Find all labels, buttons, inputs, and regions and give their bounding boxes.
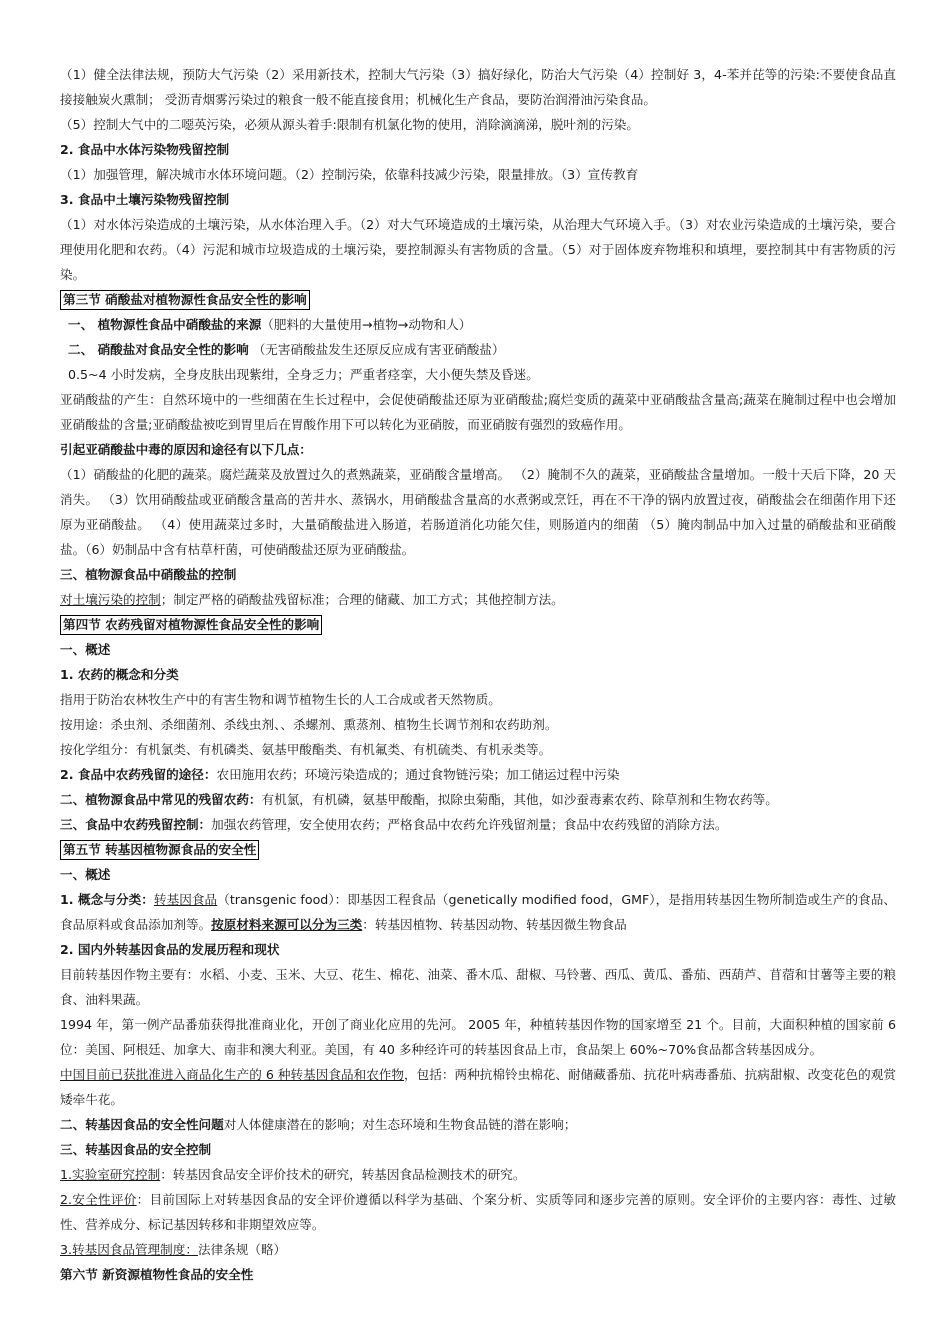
section-6-title: 第六节 新资源植物性食品的安全性 [60,1267,254,1282]
nitrate-control-rest: ；制定严格的硝酸盐残留标准；合理的储藏、加工方式；其他控制方法。 [160,592,564,607]
gm-china [60,1062,896,1112]
nitrate-source [60,312,896,337]
nitrate-effect [60,337,896,362]
gm-evaluation-text: ：目前国际上对转基因食品的安全评价遵循以科学为基础、个案分析、实质等同和逐步完善的原则。安全评价的主要内容：毒性、过敏性、营养成分、标记基因转移和非期望效应等。 [60,1192,896,1232]
heading-water-pollution: 2. 食品中水体污染物残留控制 [60,142,230,157]
pesticide-residue-path [60,762,896,787]
water-pollution-measures: （1）加强管理，解决城市水体环境问题。（2）控制污染，依靠科技减少污染，限量排放。（3）宣传教育 [60,167,639,182]
gm-management-label: 3.转基因食品管理制度： [60,1242,198,1257]
pesticide-by-chemistry: 按化学组分：有机氯类、有机磷类、氨基甲酸酯类、有机氟类、有机硫类、有机汞类等。 [60,742,552,757]
soil-pollution-measures: （1）对水体污染造成的土壤污染，从水体治理入手。（2）对大气环境造成的土壤污染，从治理大气环境入手。（3）对农业污染造成的土壤污染，要合理使用化肥和农药。（4）污泥和城市垃圾造成的土壤污染，要控制源头有害物质的含量。（5）对于固体废弃物堆积和填埋，要控制其中有害物质的污染。 [60,217,896,282]
nitrate-source-note: （肥料的大量使用→植物→动物和人） [261,317,472,332]
nitrite-causes: （1）硝酸盐的化肥的蔬菜。腐烂蔬菜及放置过久的煮熟蔬菜，亚硝酸含量增高。 （2）腌制不久的蔬菜，亚硝酸盐含量增加。一般十天后下降，20 天消失。 （3）饮用硝酸盐或亚硝酸含量高的苦井水、蒸锅水，用硝酸盐含量高的水煮粥或烹饪，再在不干净的锅内放置过夜，硝酸盐会在细菌作用下还原为亚硝酸盐。 （4）使用蔬菜过多时，大量硝酸盐进入肠道，若肠道消化功能欠佳，则肠道内的细菌 （5）腌肉制品中加入过量的硝酸盐和亚硝酸盐。（6）奶制品中含有枯草杆菌，可使硝酸盐还原为亚硝酸盐。 [60,467,896,557]
common-residues [60,787,896,812]
gm-management-text: 法律条规（略） [197,1242,287,1257]
soil-control-link-text: 对土壤污染的控制 [60,592,161,607]
gm-definition [60,887,896,937]
air-pollution-measures: （1）健全法律法规，预防大气污染（2）采用新技术，控制大气污染（3）搞好绿化，防治大气污染（4）控制好 3，4-苯并芘等的污染:不要使食品直接接触炭火熏制； 受沥青烟雾污染过的粮食一般不能直接食用；机械化生产食品，要防治润滑油污染食品。 [60,67,896,107]
gm-definition-text: （transgenic food）：即基因工程食品（genetically modified food，GMF），是指用转基因生物所制造或生产的食品、食品原料或食品添加剂等。 [60,892,897,932]
gm-lab-control-text: ：转基因食品安全评价技术的研究，转基因食品检测技术的研究。 [160,1167,526,1182]
residue-control [60,812,896,837]
gm-safety-evaluation [60,1187,896,1237]
nitrate-control [60,587,896,612]
gm-control-heading: 三、转基因食品的安全控制 [60,1142,212,1157]
pesticide-by-use: 按用途：杀虫剂、杀细菌剂、杀线虫剂、、杀螺剂、熏蒸剂、植物生长调节剂和农药助剂。 [60,717,558,732]
common-residues-text: 有机氯，有机磷，氨基甲酸酯，拟除虫菊酯，其他，如沙蚕毒素农药、除草剂和生物农药等。 [261,792,778,807]
section-5-title: 第五节 转基因植物源食品的安全性 [60,840,259,860]
gm-safety-issues [60,1112,896,1137]
gm-history-heading: 2. 国内外转基因食品的发展历程和现状 [60,942,280,957]
residue-control-label: 三、食品中农药残留控制： [60,817,212,832]
pesticide-overview-heading: 一、概述 [60,642,111,657]
nitrite-cause-heading: 引起亚硝酸盐中毒的原因和途径有以下几点： [60,442,312,457]
pesticide-path-label: 2. 食品中农药残留的途径： [60,767,217,782]
gm-safety-label: 二、转基因食品的安全性问题 [60,1117,224,1132]
gm-overview-heading: 一、概述 [60,867,111,882]
pesticide-definition: 指用于防治农林牧生产中的有害生物和调节植物生长的人工合成或者天然物质。 [60,692,501,707]
nitrite-origin: 亚硝酸盐的产生：自然环境中的一些细菌在生长过程中，会促使硝酸盐还原为亚硝酸盐;腐烂变质的蔬菜中亚硝酸盐含量高;蔬菜在腌制过程中也会增加亚硝酸盐的含量;亚硝酸盐被吃到胃里后在胃酸作用下可以转化为亚硝胺，而亚硝胺有强烈的致癌作用。 [60,392,896,432]
gm-definition-label: 1. 概念与分类： [60,892,154,907]
gm-crops: 目前转基因作物主要有：水稻、小麦、玉米、大豆、花生、棉花、油菜、番木瓜、甜椒、马铃薯、西瓜、黄瓜、番茄、西葫芦、苜蓿和甘薯等主要的粮食、油料果蔬。 [60,967,896,1007]
gm-classification-label: 按原材料来源可以分为三类 [211,917,363,932]
gm-classification-text: ：转基因植物、转基因动物、转基因微生物食品 [362,917,627,932]
gm-management [60,1237,896,1262]
gm-evaluation-label: 2.安全性评价 [60,1192,137,1207]
gm-lab-control [60,1162,896,1187]
document-body [60,62,896,1287]
nitrate-effect-heading: 二、 硝酸盐对食品安全性的影响 [68,342,249,357]
section-4-title: 第四节 农药残留对植物源性食品安全性的影响 [60,615,322,635]
pesticide-concept-heading: 1. 农药的概念和分类 [60,667,179,682]
gm-safety-text: 对人体健康潜在的影响；对生态环境和生物食品链的潜在影响； [223,1117,577,1132]
gm-history: 1994 年，第一例产品番茄获得批准商业化，开创了商业化应用的先河。 2005 年，种植转基因作物的国家增至 21 个。目前，大面积种植的国家前 6 位：美国、阿根廷、加拿大、南非和澳大利亚。美国，有 40 多种经许可的转基因食品上市，食品架上 60%~70%食品都含转基因成分。 [60,1017,896,1057]
residue-control-text: 加强农药管理，安全使用农药；严格食品中农药允许残留剂量；食品中农药残留的消除方法。 [211,817,728,832]
dioxin-control: （5）控制大气中的二噁英污染，必须从源头着手:限制有机氯化物的使用，消除滴滴涕，脱叶剂的污染。 [60,117,639,132]
section-3-title: 第三节 硝酸盐对植物源性食品安全性的影响 [60,290,310,310]
nitrate-control-heading: 三、植物源食品中硝酸盐的控制 [60,567,237,582]
common-residues-label: 二、植物源食品中常见的残留农药： [60,792,262,807]
heading-soil-pollution: 3. 食品中土壤污染物残留控制 [60,192,230,207]
gm-china-list: ，包括：两种抗棉铃虫棉花、耐储藏番茄、抗花叶病毒番茄、抗病甜椒、改变花色的观赏矮牵牛花。 [60,1067,896,1107]
gm-food-term: 转基因食品 [153,892,218,907]
gm-china-underlined: 中国目前已获批准进入商品化生产的 6 种转基因食品和农作物 [60,1067,405,1082]
pesticide-path-text: 农田施用农药；环境污染造成的；通过食物链污染；加工储运过程中污染 [216,767,620,782]
nitrate-source-heading: 一、 植物源性食品中硝酸盐的来源 [68,317,262,332]
nitrite-symptoms: 0.5~4 小时发病，全身皮肤出现紫绀，全身乏力；严重者痉挛，大小便失禁及昏迷。 [68,367,539,382]
nitrate-effect-note: （无害硝酸盐发生还原反应成有害亚硝酸盐） [248,342,505,357]
gm-lab-control-label: 1.实验室研究控制 [60,1167,161,1182]
